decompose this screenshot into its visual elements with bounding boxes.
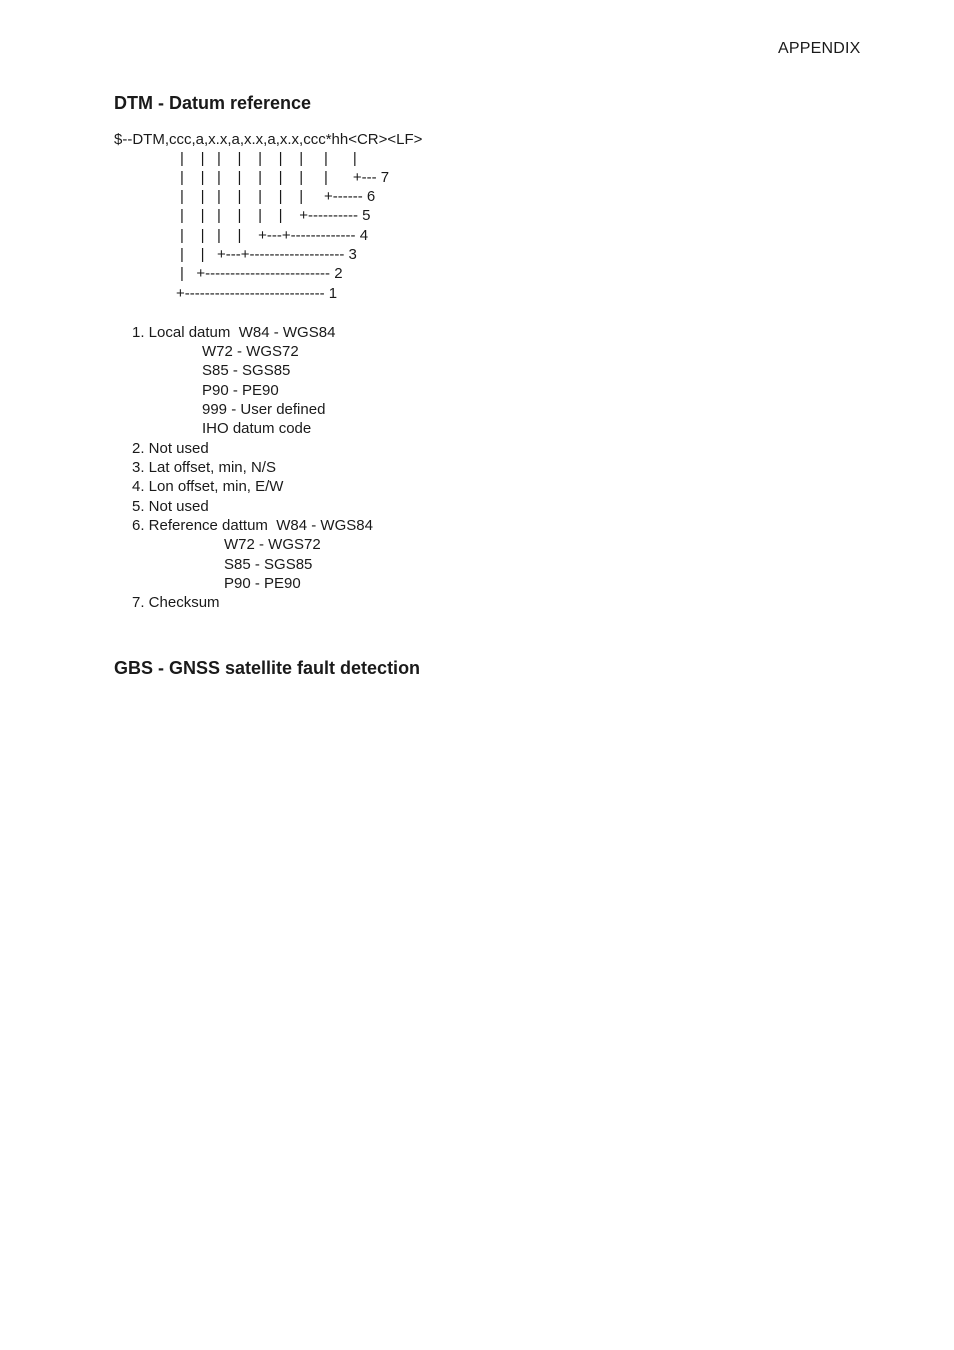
field-7-description: 7. Checksum [132,594,220,611]
page-header: APPENDIX [778,40,861,57]
dtm-sentence-format: $--DTM,ccc,a,x.x,a,x.x,a,x.x,ccc*hh<CR><LF> [114,131,423,148]
diagram-line: | | | | | | | | +--- 7 [180,169,390,186]
field-5-description: 5. Not used [132,498,209,515]
field-4-description: 4. Lon offset, min, E/W [132,478,284,495]
field-6-option: S85 - SGS85 [224,556,313,573]
diagram-line: | | | | +---+------------- 4 [180,227,369,244]
diagram-line: | | | | | | | +------ 6 [180,188,376,205]
diagram-line: +---------------------------- 1 [176,285,338,302]
field-1-option: IHO datum code [202,420,312,437]
field-1-option: P90 - PE90 [202,382,279,399]
dtm-section-title: DTM - Datum reference [114,93,312,113]
diagram-line: | | +---+------------------- 3 [180,246,357,263]
field-6-description: 6. Reference dattum W84 - WGS84 [132,517,373,534]
diagram-line: | | | | | | | | | [180,150,357,167]
field-6-option: W72 - WGS72 [224,536,321,553]
diagram-line: | +------------------------- 2 [180,265,343,282]
field-1-description: 1. Local datum W84 - WGS84 [132,324,336,341]
field-2-description: 2. Not used [132,440,209,457]
diagram-line: | | | | | | +---------- 5 [180,207,371,224]
gbs-section-title: GBS - GNSS satellite fault detection [114,658,421,678]
field-6-option: P90 - PE90 [224,575,301,592]
field-1-option: 999 - User defined [202,401,326,418]
field-1-option: S85 - SGS85 [202,362,291,379]
field-3-description: 3. Lat offset, min, N/S [132,459,276,476]
field-1-option: W72 - WGS72 [202,343,299,360]
